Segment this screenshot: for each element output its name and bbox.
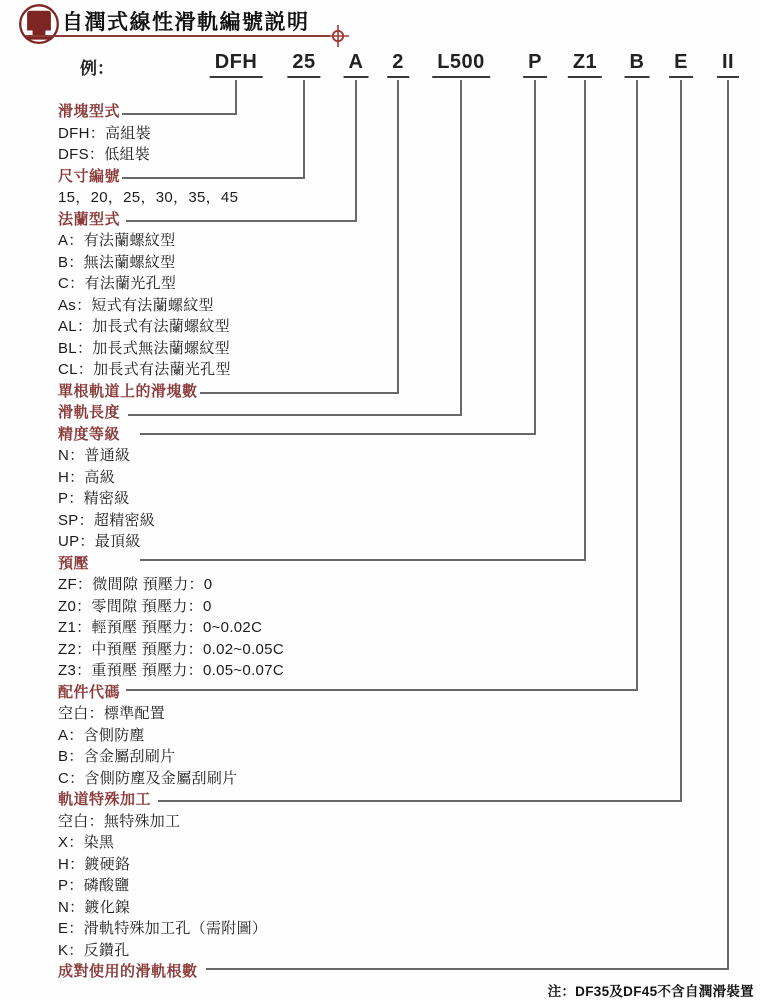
example-label: 例：	[80, 59, 114, 78]
example-code-l500: L500	[432, 51, 490, 78]
section-2-item-6: CL：加長式有法蘭光孔型	[58, 361, 231, 378]
section-7-item-3: C：含側防塵及金屬刮刷片	[58, 769, 238, 787]
section-5-item-1: H：高級	[58, 468, 116, 486]
section-5-item-4: UP：最頂級	[58, 533, 141, 550]
section-8-item-2: H：鍍硬鉻	[58, 855, 131, 873]
section-2-item-2: C：有法蘭光孔型	[58, 275, 177, 292]
section-2-item-4: AL：加長式有法蘭螺紋型	[58, 318, 230, 335]
section-0-item-0: DFH：高組裝	[58, 124, 151, 142]
section-title-7: 配件代碼	[58, 683, 121, 701]
crosshair-icon	[326, 24, 350, 48]
section-0-item-1: DFS：低組裝	[58, 146, 151, 163]
section-title-8: 軌道特殊加工	[58, 791, 152, 808]
example-code-e: E	[669, 51, 693, 78]
section-8-item-1: X：染黑	[58, 834, 115, 851]
example-code-dfh: DFH	[210, 51, 263, 78]
section-6-item-3: Z2：中預壓 預壓力：0.02~0.05C	[58, 640, 284, 658]
section-8-item-6: K：反鑽孔	[58, 941, 130, 959]
footnote: 注：DF35及DF45不含自潤滑裝置	[547, 984, 754, 999]
section-8-item-4: N：鍍化鎳	[58, 898, 131, 916]
section-6-item-4: Z3：重預壓 預壓力：0.05~0.07C	[58, 662, 284, 679]
section-8-item-3: P：磷酸鹽	[58, 877, 130, 894]
section-8-item-5: E：滑軌特殊加工孔（需附圖）	[58, 920, 268, 937]
section-5-item-2: P：精密級	[58, 490, 130, 507]
section-title-1: 尺寸編號	[58, 167, 121, 185]
page-title: 自潤式線性滑軌編號説明	[62, 11, 310, 34]
section-6-item-0: ZF：微間隙 預壓力：0	[58, 576, 213, 593]
section-title-2: 法蘭型式	[58, 210, 121, 228]
section-5-item-3: SP：超精密級	[58, 511, 156, 529]
example-code-z1: Z1	[568, 51, 602, 78]
example-code-ii: II	[717, 51, 739, 78]
example-code-b: B	[625, 51, 650, 78]
section-title-0: 滑塊型式	[58, 103, 121, 120]
section-5-item-0: N：普通級	[58, 447, 131, 464]
section-title-5: 精度等級	[58, 425, 121, 443]
example-code-2: 2	[387, 51, 409, 78]
section-2-item-5: BL：加長式無法蘭螺紋型	[58, 339, 230, 357]
example-code-a: A	[344, 51, 369, 78]
sections-column	[58, 101, 678, 983]
section-8-item-0: 空白：無特殊加工	[58, 812, 181, 830]
section-7-item-2: B：含金屬刮刷片	[58, 748, 176, 765]
leader-vline-9	[727, 80, 729, 970]
section-title-3: 單根軌道上的滑塊數	[58, 382, 198, 400]
title-rule	[26, 35, 330, 37]
section-7-item-0: 空白：標準配置	[58, 705, 166, 722]
section-2-item-3: As：短式有法蘭螺紋型	[58, 296, 214, 314]
section-2-item-0: A：有法蘭螺紋型	[58, 232, 176, 249]
section-2-item-1: B：無法蘭螺紋型	[58, 253, 176, 271]
section-title-4: 滑軌長度	[58, 404, 121, 421]
section-title-6: 預壓	[58, 554, 90, 572]
section-6-item-1: Z0：零間隙 預壓力：0	[58, 597, 212, 615]
section-6-item-2: Z1：輕預壓 預壓力：0~0.02C	[58, 619, 263, 636]
leader-vline-8	[680, 80, 682, 802]
slide-block-icon	[16, 3, 62, 47]
section-7-item-1: A：含側防塵	[58, 726, 145, 744]
example-code-25: 25	[287, 51, 320, 78]
section-1-item-0: 15，20，25，30，35，45	[58, 189, 239, 206]
example-code-p: P	[523, 51, 547, 78]
section-title-9: 成對使用的滑軌根數	[58, 963, 198, 980]
